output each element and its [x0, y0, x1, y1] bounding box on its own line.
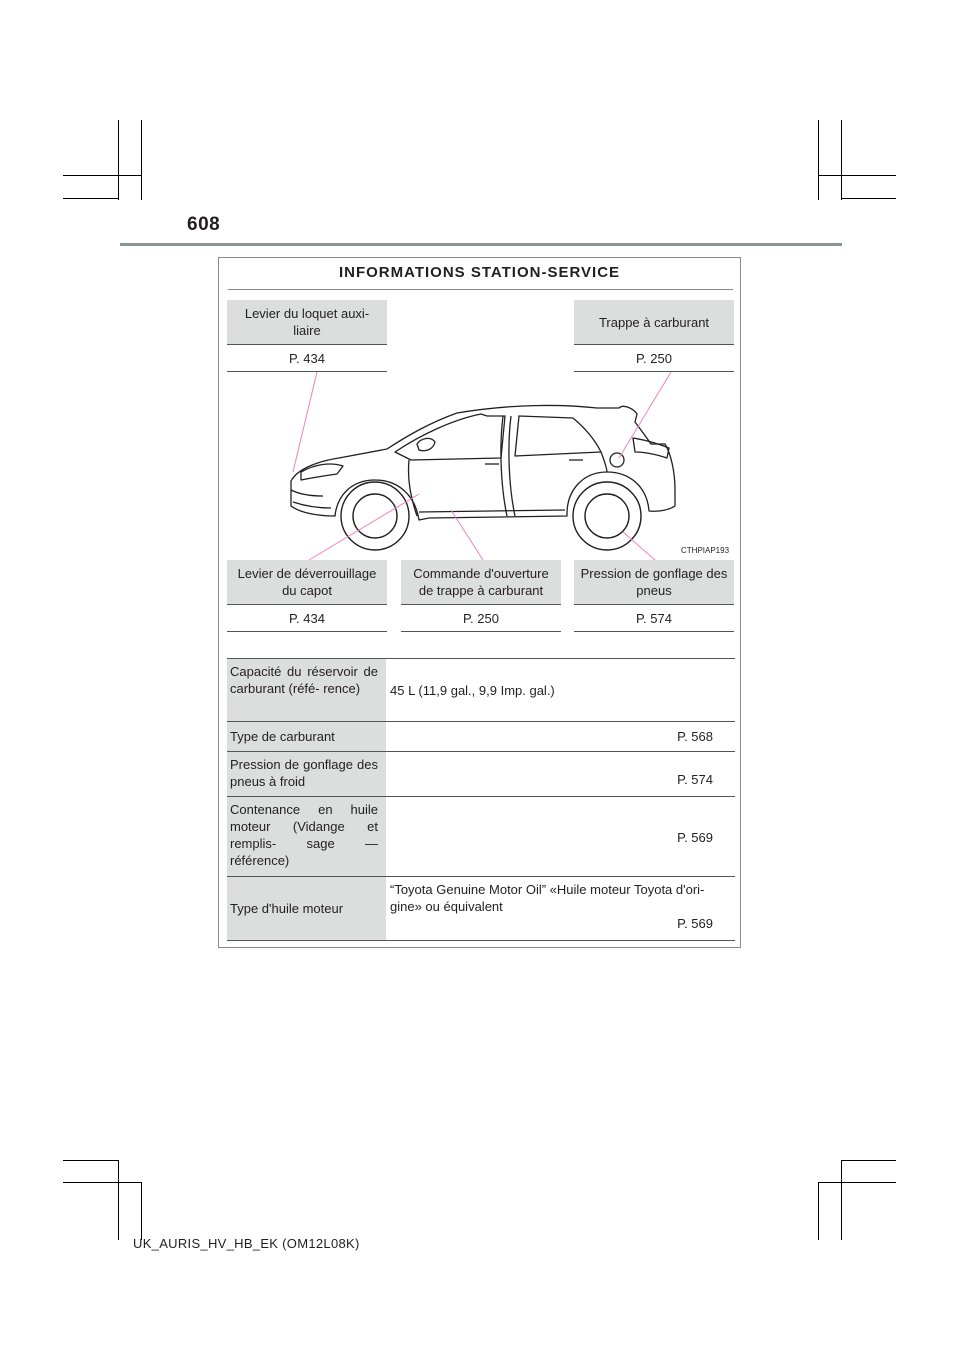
rear-wheel-rim: [585, 494, 629, 538]
crop-mark: [141, 1182, 142, 1240]
front-grille: [293, 502, 331, 508]
leader-line-aux-latch: [293, 372, 317, 472]
window-outline: [515, 416, 601, 456]
leader-line-tire-pressure: [623, 532, 655, 560]
spec-value: [386, 797, 735, 876]
front-wheel-rim: [353, 494, 397, 538]
front-wheel: [341, 482, 409, 550]
crop-mark: [818, 175, 896, 176]
side-mirror: [417, 438, 435, 450]
crop-mark: [841, 1160, 842, 1240]
spec-value: [386, 722, 735, 751]
image-code: CTHPIAP193: [681, 546, 730, 555]
spec-value: [386, 752, 735, 796]
spec-ref: P. 569: [677, 916, 713, 931]
spec-key: Contenance en huile moteur (Vidange et remplis- sage — référence): [227, 797, 386, 876]
car-body-outline: [291, 405, 675, 520]
fuel-door-opener-ref: P. 250: [401, 606, 561, 632]
spec-key: Type de carburant: [227, 722, 386, 751]
spec-key: Type d'huile moteur: [227, 877, 386, 940]
crop-mark: [63, 175, 141, 176]
crop-mark: [841, 1160, 896, 1161]
header-rule: [120, 243, 842, 246]
rear-wheel: [573, 482, 641, 550]
panel-title: INFORMATIONS STATION-SERVICE: [338, 264, 621, 281]
spec-value-text: 45 L (11,9 gal., 9,9 Imp. gal.): [390, 682, 555, 698]
front-grille: [291, 490, 323, 496]
spec-row-oil-capacity: [227, 797, 735, 877]
spec-value-text: “Toyota Genuine Motor Oil” «Huile moteur Toyota d'ori- gine» ou équivalent: [390, 882, 705, 914]
leader-line-hood-lever: [309, 494, 419, 560]
spec-value: [386, 877, 735, 940]
fuel-door-ref: P. 250: [574, 346, 734, 372]
tire-pressure-label: Pression de gonflage des pneus: [574, 560, 734, 605]
tail-light: [633, 438, 669, 458]
crop-mark: [141, 120, 142, 200]
window-outline: [395, 414, 505, 460]
hood-lever-label: Levier de déverrouillage du capot: [227, 560, 387, 605]
spec-ref: P. 569: [677, 830, 713, 845]
crop-mark: [818, 1182, 896, 1183]
crop-mark: [841, 198, 896, 199]
crop-mark: [118, 120, 119, 200]
spec-row-cold-tire-pressure: [227, 752, 735, 797]
spec-row-oil-type: [227, 877, 735, 941]
crop-mark: [63, 198, 118, 199]
door-line: [509, 416, 515, 516]
crop-mark: [841, 120, 842, 200]
spec-key: Pression de gonflage des pneus à froid: [227, 752, 386, 796]
spec-ref: P. 568: [677, 729, 713, 744]
aux-latch-label: Levier du loquet auxi- liaire: [227, 300, 387, 345]
door-line: [601, 452, 607, 472]
spec-ref: P. 574: [677, 772, 713, 787]
fuel-door-label: Trappe à carburant: [574, 300, 734, 345]
page-number: 608: [187, 214, 221, 235]
fuel-door-outline: [610, 453, 624, 467]
document-code: UK_AURIS_HV_HB_EK (OM12L08K): [133, 1236, 360, 1251]
fuel-door-opener-label: Commande d'ouverture de trappe à carburant: [401, 560, 561, 605]
crop-mark: [118, 1160, 119, 1240]
crop-mark: [818, 120, 819, 200]
spec-row-fuel-type: [227, 722, 735, 752]
crop-mark: [818, 1182, 819, 1240]
crop-mark: [63, 1182, 141, 1183]
spec-table: [227, 658, 735, 941]
fuel-info-panel: [218, 257, 741, 948]
spec-key: Capacité du réservoir de carburant (réfé- rence): [227, 659, 386, 721]
spec-value: [386, 659, 735, 721]
aux-latch-ref: P. 434: [227, 346, 387, 372]
crop-mark: [63, 1160, 118, 1161]
tire-pressure-ref: P. 574: [574, 606, 734, 632]
leader-line-fuel-door: [619, 372, 671, 458]
rocker-line: [419, 510, 565, 512]
hood-lever-ref: P. 434: [227, 606, 387, 632]
spec-row-fuel-capacity: [227, 659, 735, 722]
